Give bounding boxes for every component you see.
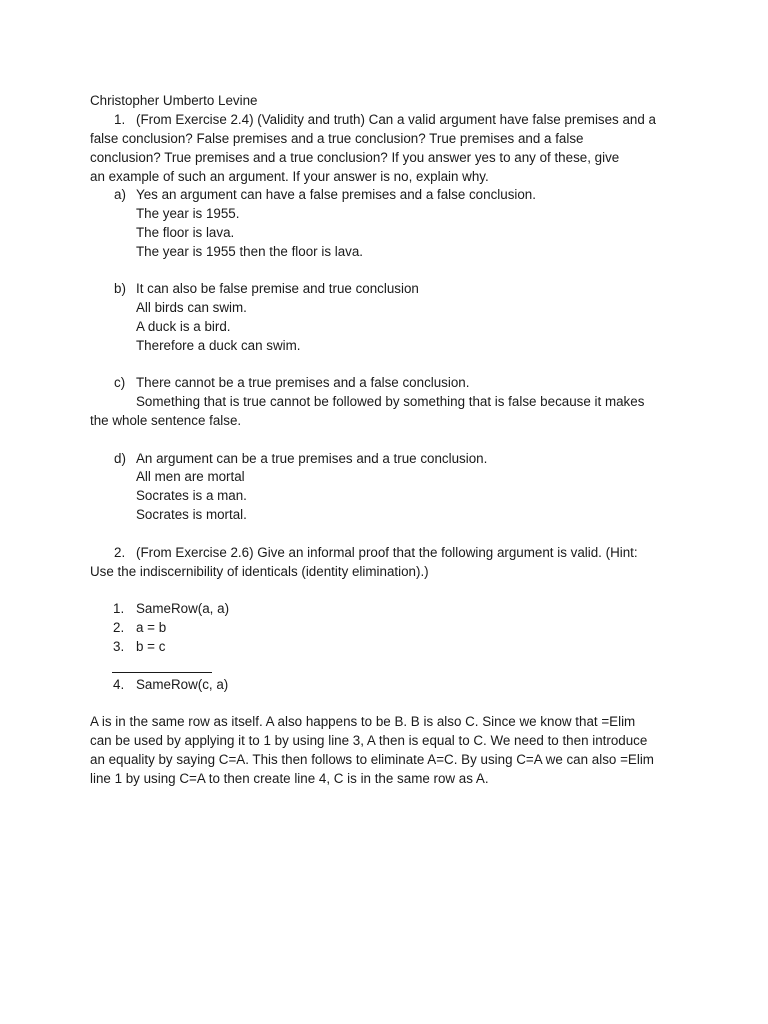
question-1-line: false conclusion? False premises and a true conclusion? True premises and a false: [90, 131, 584, 146]
proof-line-number: 2.: [113, 620, 125, 635]
fitch-bar-divider: [112, 672, 212, 673]
answer-b-text: It can also be false premise and true conclusion: [136, 281, 419, 296]
answer-c-label: c): [114, 375, 126, 390]
explanation-line: line 1 by using C=A to then create line 4, C is in the same row as A.: [90, 771, 489, 786]
proof-line-text: b = c: [136, 639, 166, 654]
question-1-line: (From Exercise 2.4) (Validity and truth) Can a valid argument have false premises and a: [136, 112, 656, 127]
author-name: Christopher Umberto Levine: [90, 93, 258, 108]
question-1-number: 1.: [114, 112, 126, 127]
answer-b-label: b): [114, 281, 126, 296]
answer-d-line: Socrates is a man.: [136, 488, 247, 503]
proof-line-text: SameRow(a, a): [136, 601, 230, 616]
answer-a-line: The floor is lava.: [136, 225, 235, 240]
question-2-number: 2.: [114, 545, 126, 560]
answer-d-label: d): [114, 451, 126, 466]
answer-b-line: A duck is a bird.: [136, 319, 231, 334]
proof-line-number: 1.: [113, 601, 125, 616]
question-1-line: an example of such an argument. If your answer is no, explain why.: [90, 169, 489, 184]
proof-line-text: a = b: [136, 620, 167, 635]
answer-a-line: The year is 1955 then the floor is lava.: [136, 244, 364, 259]
proof-line-number: 3.: [113, 639, 125, 654]
answer-b-line: All birds can swim.: [136, 300, 247, 315]
answer-c-line: the whole sentence false.: [90, 413, 242, 428]
answer-d-line: Socrates is mortal.: [136, 507, 247, 522]
question-1-line: conclusion? True premises and a true conclusion? If you answer yes to any of these, give: [90, 150, 620, 165]
explanation-line: A is in the same row as itself. A also happens to be B. B is also C. Since we know that =Elim: [90, 714, 636, 729]
answer-a-line: The year is 1955.: [136, 206, 240, 221]
answer-d-line: All men are mortal: [136, 469, 245, 484]
proof-line-number: 4.: [113, 677, 125, 692]
question-2-line: Use the indiscernibility of identicals (identity elimination).): [90, 564, 429, 579]
question-2-line: (From Exercise 2.6) Give an informal proof that the following argument is valid. (Hint:: [136, 545, 638, 560]
answer-c-line: Something that is true cannot be followed by something that is false because it makes: [136, 394, 645, 409]
explanation-line: can be used by applying it to 1 by using line 3, A then is equal to C. We need to then introduce: [90, 733, 648, 748]
proof-line-text: SameRow(c, a): [136, 677, 229, 692]
answer-a-text: Yes an argument can have a false premises and a false conclusion.: [136, 187, 536, 202]
answer-c-text: There cannot be a true premises and a false conclusion.: [136, 375, 470, 390]
answer-b-line: Therefore a duck can swim.: [136, 338, 301, 353]
answer-a-label: a): [114, 187, 126, 202]
explanation-line: an equality by saying C=A. This then follows to eliminate A=C. By using C=A we can also =Elim: [90, 752, 654, 767]
answer-d-text: An argument can be a true premises and a true conclusion.: [136, 451, 488, 466]
